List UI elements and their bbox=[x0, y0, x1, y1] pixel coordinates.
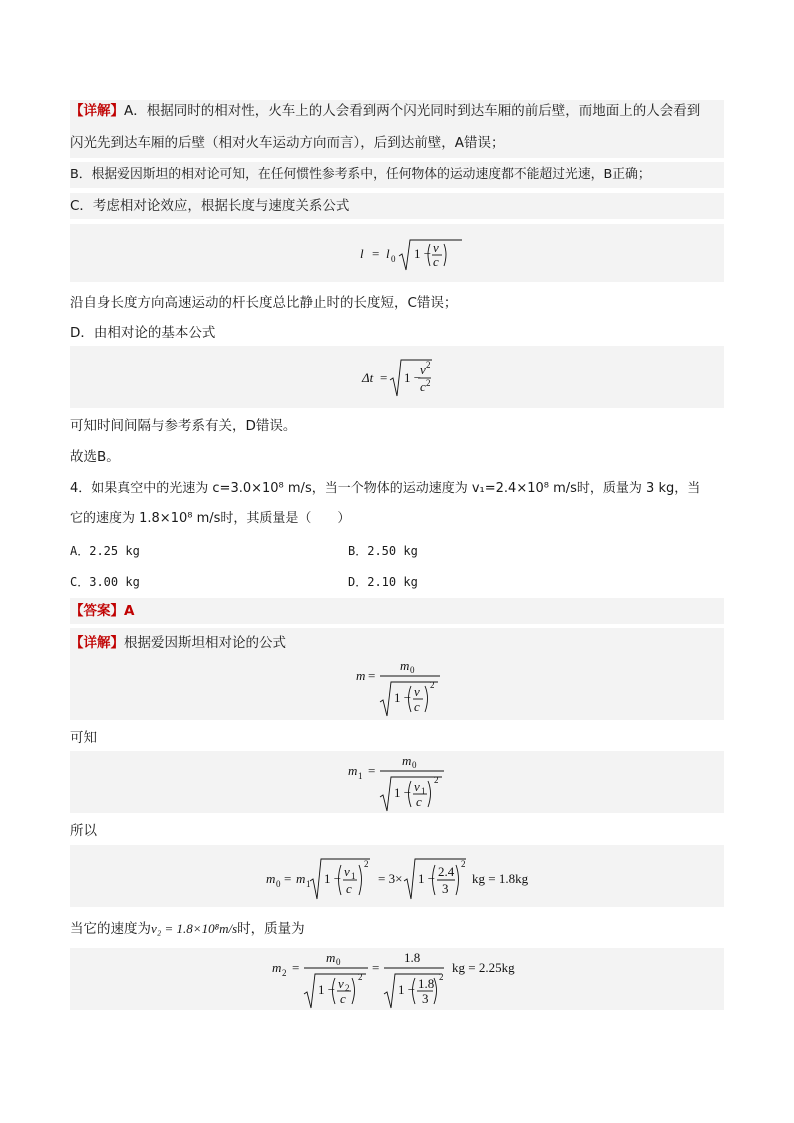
svg-text:0: 0 bbox=[336, 957, 341, 967]
time-formula-box bbox=[70, 346, 724, 408]
option-c: C．3.00 kg bbox=[70, 575, 140, 589]
svg-text:=: = bbox=[368, 763, 376, 778]
svg-text:m: m bbox=[266, 871, 276, 886]
svg-text:v: v bbox=[420, 362, 426, 377]
svg-text:2.4: 2.4 bbox=[438, 864, 455, 879]
svg-text:c: c bbox=[346, 881, 352, 896]
svg-text:1 −: 1 − bbox=[414, 246, 432, 261]
svg-text:v: v bbox=[338, 976, 344, 991]
detail2-line bbox=[70, 634, 724, 652]
svg-text:2: 2 bbox=[430, 680, 435, 690]
svg-text:l: l bbox=[360, 246, 364, 261]
svg-text:kg = 1.8kg: kg = 1.8kg bbox=[472, 871, 529, 886]
detail2-text: 根据爱因斯坦相对论的公式 bbox=[124, 635, 286, 651]
svg-text:c: c bbox=[414, 699, 420, 714]
svg-text:=: = bbox=[372, 960, 380, 975]
time-formula bbox=[70, 346, 724, 408]
svg-text:m: m bbox=[348, 763, 358, 778]
v2-prefix: 当它的速度为 bbox=[70, 921, 151, 937]
svg-text:c: c bbox=[433, 254, 439, 269]
kezhi: 可知 bbox=[70, 730, 97, 746]
option-b: B．2.50 kg bbox=[348, 544, 418, 558]
m0-formula bbox=[70, 845, 724, 907]
svg-text:1: 1 bbox=[351, 871, 356, 881]
svg-text:1 −: 1 − bbox=[398, 982, 416, 997]
v2-line bbox=[70, 920, 724, 938]
m1-formula bbox=[70, 751, 724, 813]
answer-label: 【答案】 bbox=[70, 603, 124, 619]
svg-text:3: 3 bbox=[422, 991, 429, 1006]
suoyi: 所以 bbox=[70, 823, 97, 839]
svg-text:c: c bbox=[416, 794, 422, 809]
svg-text:2: 2 bbox=[426, 378, 431, 388]
detail-label: 【详解】 bbox=[70, 103, 124, 119]
option-d-conclusion: 可知时间间隔与参考系有关，D错误。 bbox=[70, 418, 297, 434]
svg-text:c: c bbox=[340, 991, 346, 1006]
svg-text:1 −: 1 − bbox=[394, 785, 412, 800]
detail-line-a2: 闪光先到达车厢的后壁（相对火车运动方向而言），后到达前壁，A错误； bbox=[70, 135, 505, 151]
svg-text:=: = bbox=[284, 871, 292, 886]
svg-text:0: 0 bbox=[412, 760, 417, 770]
svg-text:2: 2 bbox=[364, 859, 369, 869]
svg-text:m: m bbox=[402, 753, 412, 768]
svg-text:0: 0 bbox=[276, 879, 281, 889]
option-a: A．2.25 kg bbox=[70, 544, 140, 558]
svg-text:1 −: 1 − bbox=[324, 871, 342, 886]
length-formula bbox=[70, 224, 724, 282]
option-c-analysis: C．考虑相对论效应，根据长度与速度关系公式 bbox=[70, 198, 350, 214]
svg-text:2: 2 bbox=[345, 983, 350, 993]
svg-text:v: v bbox=[433, 240, 439, 255]
svg-text:1: 1 bbox=[421, 786, 426, 796]
svg-text:=: = bbox=[292, 960, 300, 975]
option-d-analysis: D．由相对论的基本公式 bbox=[70, 325, 216, 341]
svg-text:l: l bbox=[386, 246, 390, 261]
option-b-analysis: B．根据爱因斯坦的相对论可知，在任何惯性参考系中，任何物体的运动速度都不能超过光速，B正确； bbox=[70, 167, 651, 182]
svg-text:1: 1 bbox=[306, 879, 311, 889]
m0-formula-box bbox=[70, 845, 724, 907]
detail-line-a1 bbox=[70, 102, 724, 120]
svg-text:1.8: 1.8 bbox=[404, 950, 421, 965]
svg-text:2: 2 bbox=[439, 972, 444, 982]
svg-text:m: m bbox=[296, 871, 306, 886]
m1-formula-box bbox=[70, 751, 724, 813]
svg-text:2: 2 bbox=[426, 360, 431, 370]
option-a-analysis-1: A．根据同时的相对性，火车上的人会看到两个闪光同时到达车厢的前后壁，而地面上的人会看到 bbox=[124, 103, 701, 119]
svg-text:m: m bbox=[400, 658, 410, 673]
svg-text:2: 2 bbox=[282, 968, 287, 978]
answer-line bbox=[70, 602, 724, 620]
svg-text:c: c bbox=[420, 379, 426, 394]
svg-text:Δt: Δt bbox=[362, 370, 374, 385]
detail2-label: 【详解】 bbox=[70, 635, 124, 651]
svg-text:m: m bbox=[272, 960, 282, 975]
length-formula-box bbox=[70, 224, 724, 282]
question-4-line2: 它的速度为 1.8×10⁸ m/s时，其质量是（ ） bbox=[70, 511, 351, 526]
svg-text:m: m bbox=[326, 950, 336, 965]
m2-formula-box bbox=[70, 948, 724, 1010]
svg-text:1 −: 1 − bbox=[318, 982, 336, 997]
svg-text:1 −: 1 − bbox=[418, 871, 436, 886]
svg-text:2: 2 bbox=[461, 859, 466, 869]
option-d: D．2.10 kg bbox=[348, 575, 418, 589]
answer-value: A bbox=[124, 603, 135, 619]
svg-text:0: 0 bbox=[391, 254, 396, 264]
svg-text:1 −: 1 − bbox=[394, 690, 412, 705]
question-4-line1: 4．如果真空中的光速为 c=3.0×10⁸ m/s，当一个物体的运动速度为 v₁=2.4×10⁸ m/s时，质量为 3 kg，当 bbox=[70, 481, 701, 496]
svg-text:v: v bbox=[344, 864, 350, 879]
svg-text:m: m bbox=[356, 668, 366, 683]
svg-text:v: v bbox=[414, 779, 420, 794]
svg-text:3: 3 bbox=[442, 881, 449, 896]
svg-text:0: 0 bbox=[410, 665, 415, 675]
svg-text:=: = bbox=[380, 370, 388, 385]
svg-text:kg = 2.25kg: kg = 2.25kg bbox=[452, 960, 515, 975]
svg-text:1: 1 bbox=[358, 771, 363, 781]
svg-text:1 −: 1 − bbox=[404, 370, 422, 385]
svg-text:v: v bbox=[414, 684, 420, 699]
svg-text:2: 2 bbox=[358, 972, 363, 982]
svg-text:= 3×: = 3× bbox=[378, 871, 403, 886]
choose-b: 故选B。 bbox=[70, 449, 120, 465]
svg-text:2: 2 bbox=[434, 775, 439, 785]
v2-expression: v₂ = 1.8×10⁸m/s bbox=[151, 921, 238, 936]
mass-formula bbox=[70, 656, 724, 718]
v2-suffix: 时，质量为 bbox=[237, 921, 305, 937]
svg-text:=: = bbox=[372, 246, 380, 261]
m2-formula bbox=[70, 948, 724, 1010]
option-c-conclusion: 沿自身长度方向高速运动的杆长度总比静止时的长度短，C错误； bbox=[70, 295, 458, 311]
svg-text:=: = bbox=[368, 668, 376, 683]
svg-text:1.8: 1.8 bbox=[418, 976, 435, 991]
